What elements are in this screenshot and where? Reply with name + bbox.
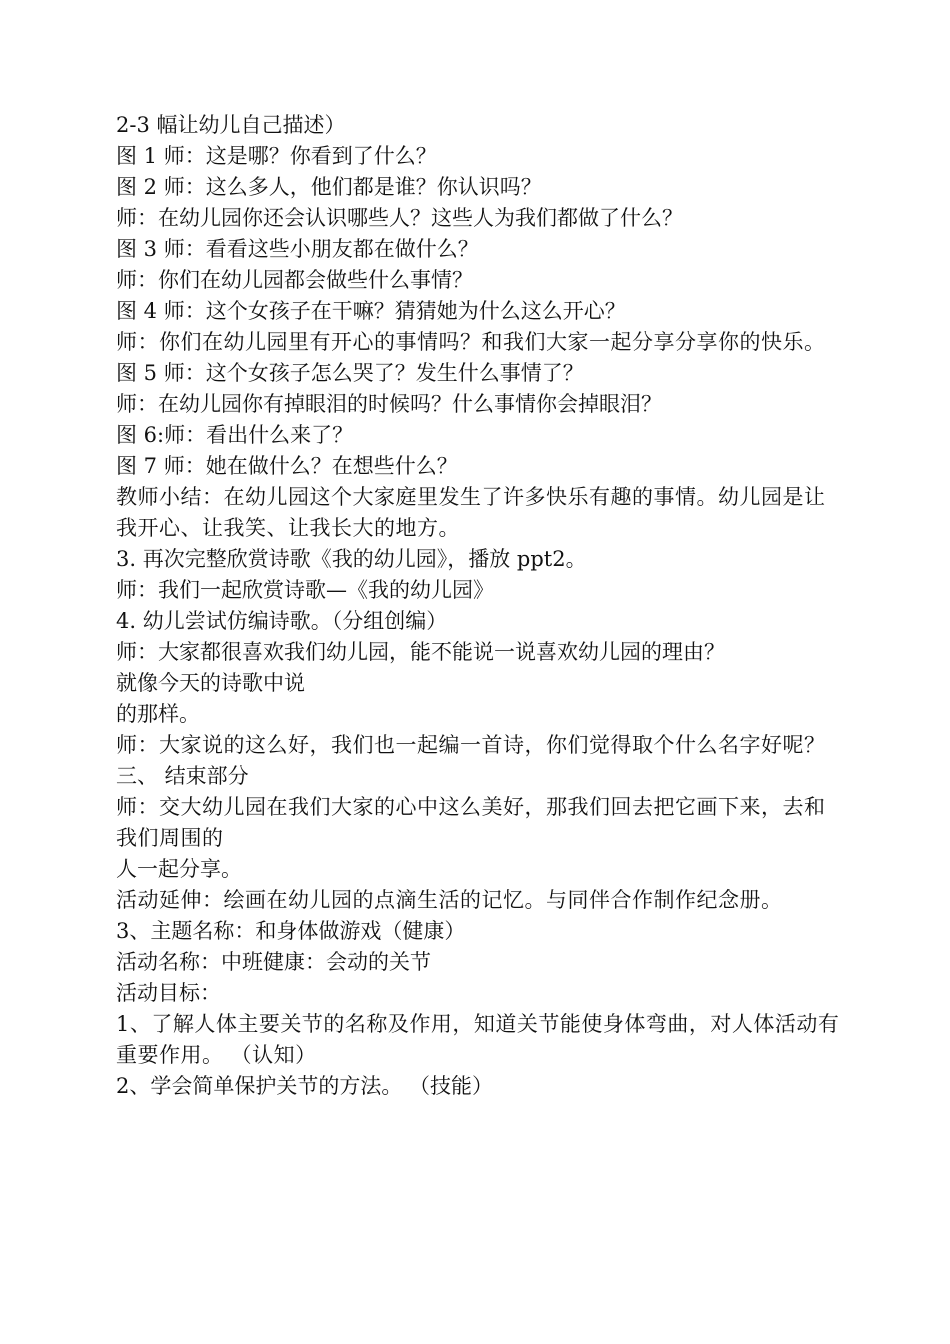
- text-line: 图 1 师：这是哪？你看到了什么？: [116, 144, 437, 168]
- section-heading: 3. 再次完整欣赏诗歌《我的幼儿园》，播放 ppt2。: [116, 547, 587, 571]
- section-heading: 3、主题名称：和身体做游戏（健康）: [116, 919, 466, 943]
- text-line: 图 4 师：这个女孩子在干嘛？猜猜她为什么这么开心？: [116, 299, 626, 323]
- section-heading: 4. 幼儿尝试仿编诗歌。（分组创编）: [116, 609, 448, 633]
- text-paragraph: 师：大家说的这么好，我们也一起编一首诗，你们觉得取个什么名字好呢？: [116, 733, 826, 757]
- text-paragraph: 1、了解人体主要关节的名称及作用，知道关节能使身体弯曲，对人体活动有重要作用。 （认知）: [116, 1012, 840, 1067]
- text-line: 活动目标：: [116, 981, 221, 1005]
- text-line: 就像今天的诗歌中说: [116, 671, 305, 695]
- text-line: 图 6:师：看出什么来了？: [116, 423, 354, 447]
- text-line: 师：我们一起欣赏诗歌—《我的幼儿园》: [116, 578, 494, 602]
- text-line: 活动名称：中班健康：会动的关节: [116, 950, 431, 974]
- text-paragraph: 教师小结：在幼儿园这个大家庭里发生了许多快乐有趣的事情。幼儿园是让我开心、让我笑、让我长大的地方。: [116, 485, 826, 540]
- text-line: 的那样。: [116, 702, 200, 726]
- text-paragraph: 活动延伸：绘画在幼儿园的点滴生活的记忆。与同伴合作制作纪念册。: [116, 888, 783, 912]
- text-line: 图 5 师：这个女孩子怎么哭了？发生什么事情了？: [116, 361, 584, 385]
- document-body: [116, 110, 846, 1102]
- text-line: 师：在幼儿园你还会认识哪些人？这些人为我们都做了什么？: [116, 206, 683, 230]
- text-line: 2-3 幅让幼儿自己描述）: [116, 113, 346, 137]
- text-line: 师：你们在幼儿园都会做些什么事情？: [116, 268, 473, 292]
- text-line: 图 2 师：这么多人，他们都是谁？你认识吗？: [116, 175, 542, 199]
- section-heading: 三、 结束部分: [116, 764, 249, 788]
- text-line: 图 3 师：看看这些小朋友都在做什么？: [116, 237, 479, 261]
- text-line: 师：大家都很喜欢我们幼儿园，能不能说一说喜欢幼儿园的理由？: [116, 640, 725, 664]
- text-line: 人一起分享。: [116, 857, 242, 881]
- text-line: 师：在幼儿园你有掉眼泪的时候吗？什么事情你会掉眼泪？: [116, 392, 662, 416]
- text-paragraph: 师：你们在幼儿园里有开心的事情吗？和我们大家一起分享分享你的快乐。: [116, 330, 826, 354]
- text-line: 图 7 师：她在做什么？在想些什么？: [116, 454, 458, 478]
- text-line: 2、学会简单保护关节的方法。 （技能）: [116, 1074, 494, 1098]
- text-paragraph: 师：交大幼儿园在我们大家的心中这么美好，那我们回去把它画下来，去和我们周围的: [116, 795, 826, 850]
